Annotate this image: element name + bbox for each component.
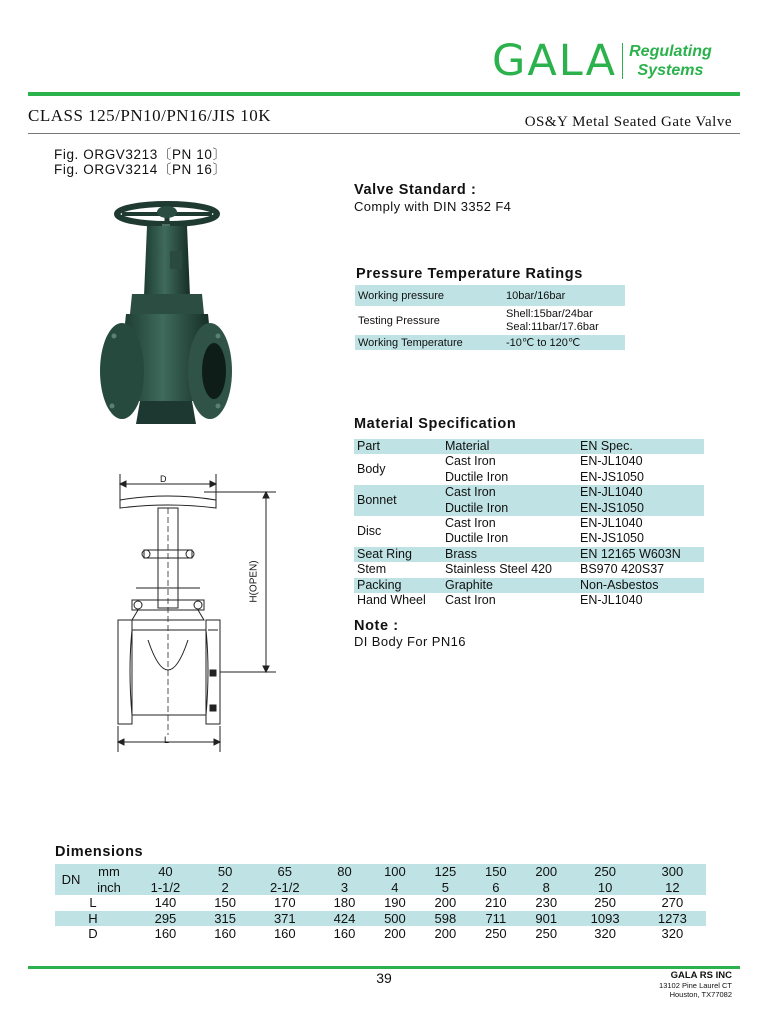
dim-cell: 200 bbox=[434, 926, 457, 941]
material-cell: Ductile Iron bbox=[445, 469, 509, 484]
table-row bbox=[354, 516, 704, 531]
dim-cell: 160 bbox=[214, 926, 236, 941]
testing-pressure-label: Testing Pressure bbox=[358, 314, 440, 327]
table-row bbox=[354, 593, 704, 608]
figure-number-pn10: Fig. ORGV3213〔PN 10〕 bbox=[54, 147, 227, 162]
page-number: 39 bbox=[376, 970, 392, 986]
dim-cell: 200 bbox=[384, 926, 406, 941]
dim-cell: 320 bbox=[661, 926, 684, 941]
working-temperature-label: Working Temperature bbox=[358, 336, 463, 349]
tagline-line-1: Regulating bbox=[629, 43, 712, 60]
material-cell: Graphite bbox=[445, 577, 493, 592]
dim-cell: 424 bbox=[333, 910, 356, 926]
material-cell: Ductile Iron bbox=[445, 500, 509, 515]
dn-mm-cell: 300 bbox=[661, 864, 684, 879]
dim-label-l: L bbox=[89, 895, 97, 910]
drawing-label-l: L bbox=[164, 735, 170, 745]
table-row bbox=[355, 285, 625, 306]
dn-mm-cell: 200 bbox=[535, 864, 558, 879]
spec-cell: BS970 420S37 bbox=[580, 562, 665, 577]
company-address-line-2: Houston, TX77082 bbox=[669, 990, 732, 999]
dim-cell: 210 bbox=[484, 895, 507, 910]
pressure-ratings-table bbox=[355, 285, 625, 350]
dim-cell: 270 bbox=[661, 895, 684, 910]
valve-photo bbox=[92, 196, 252, 442]
valve-title: OS&Y Metal Seated Gate Valve bbox=[524, 114, 732, 130]
dim-cell: 315 bbox=[214, 910, 236, 926]
dn-mm-cell: 40 bbox=[158, 864, 173, 879]
table-row bbox=[354, 547, 704, 562]
table-row bbox=[354, 485, 704, 500]
brand-name: GALA bbox=[492, 36, 618, 86]
brand-tagline bbox=[629, 42, 712, 80]
header-rule bbox=[28, 92, 740, 96]
company-name: GALA RS INC bbox=[670, 970, 732, 981]
spec-cell: EN-JL1040 bbox=[580, 454, 643, 469]
spec-cell: Non-Asbestos bbox=[580, 577, 659, 592]
dim-cell: 320 bbox=[594, 926, 616, 941]
dim-row-h bbox=[55, 911, 706, 927]
part-stem: Stem bbox=[357, 562, 387, 577]
part-seat-ring: Seat Ring bbox=[357, 546, 412, 561]
material-cell: Cast Iron bbox=[445, 516, 496, 531]
table-row bbox=[355, 306, 625, 335]
logo-divider bbox=[622, 43, 623, 79]
tagline-line-2: Systems bbox=[637, 62, 704, 79]
part-body: Body bbox=[357, 462, 386, 477]
note-heading: Note : bbox=[354, 618, 399, 634]
dn-label: DN bbox=[61, 871, 81, 887]
spec-cell: EN-JS1050 bbox=[580, 500, 644, 515]
dn-mm-cell: 80 bbox=[337, 864, 352, 879]
dn-inch-cell: 5 bbox=[441, 879, 449, 895]
class-title: CLASS 125/PN10/PN16/JIS 10K bbox=[28, 106, 272, 125]
dn-mm-cell: 100 bbox=[384, 864, 406, 879]
material-cell: Brass bbox=[445, 546, 477, 561]
dn-inch-cell: 10 bbox=[597, 879, 613, 895]
col-header-material: Material bbox=[445, 439, 490, 453]
table-header-row bbox=[354, 439, 704, 454]
working-temperature-value: -10℃ to 120℃ bbox=[506, 337, 581, 349]
dim-cell: 160 bbox=[273, 926, 296, 941]
dim-cell: 1273 bbox=[657, 910, 687, 926]
dimensions-table bbox=[55, 864, 706, 942]
dim-cell: 160 bbox=[333, 926, 356, 941]
dn-mm-cell: 150 bbox=[484, 864, 507, 879]
spec-cell: EN-JL1040 bbox=[580, 485, 643, 500]
spec-cell: EN 12165 W603N bbox=[580, 546, 681, 561]
dn-mm-row bbox=[55, 864, 706, 880]
material-cell: Cast Iron bbox=[445, 593, 496, 608]
dn-inch-cell: 2-1/2 bbox=[269, 879, 300, 895]
dim-cell: 160 bbox=[154, 926, 177, 941]
valve-standard-heading: Valve Standard : bbox=[354, 182, 477, 198]
dim-cell: 170 bbox=[273, 895, 296, 910]
valve-standard-text: Comply with DIN 3352 F4 bbox=[354, 199, 512, 214]
dim-cell: 190 bbox=[384, 895, 406, 910]
dn-inch-cell: 12 bbox=[665, 879, 680, 895]
spec-cell: EN-JS1050 bbox=[580, 469, 644, 484]
table-row bbox=[354, 562, 704, 577]
dim-cell: 180 bbox=[333, 895, 356, 910]
dn-inch-cell: 2 bbox=[221, 879, 229, 895]
dim-cell: 150 bbox=[214, 895, 236, 910]
dn-inch-cell: 1-1/2 bbox=[150, 879, 181, 895]
dim-cell: 140 bbox=[154, 895, 177, 910]
dn-inch-cell: 6 bbox=[492, 879, 500, 895]
dn-inch-cell: 8 bbox=[542, 879, 550, 895]
dim-row-l bbox=[55, 895, 706, 911]
brand-logo bbox=[492, 38, 712, 84]
figure-number-pn16: Fig. ORGV3214〔PN 16〕 bbox=[54, 162, 227, 177]
footer-rule bbox=[28, 966, 740, 969]
dn-inch-cell: 4 bbox=[391, 879, 399, 895]
dn-inch-row bbox=[55, 880, 706, 896]
part-hand-wheel: Hand Wheel bbox=[357, 593, 426, 608]
dim-cell: 250 bbox=[594, 895, 616, 910]
company-info bbox=[659, 970, 732, 999]
mm-label: mm bbox=[98, 864, 120, 879]
dim-label-d: D bbox=[88, 926, 98, 941]
inch-label: inch bbox=[97, 879, 121, 895]
working-pressure-value: 10bar/16bar bbox=[506, 289, 566, 302]
drawing-label-h-open: H(OPEN) bbox=[248, 560, 260, 603]
title-rule bbox=[28, 133, 740, 134]
note-text: DI Body For PN16 bbox=[354, 634, 466, 649]
col-header-spec: EN Spec. bbox=[580, 439, 633, 453]
dim-row-d bbox=[55, 926, 706, 942]
dimensions-heading: Dimensions bbox=[55, 844, 144, 860]
dim-cell: 250 bbox=[484, 926, 507, 941]
spec-cell: EN-JS1050 bbox=[580, 531, 644, 546]
testing-pressure-shell: Shell:15bar/24bar bbox=[506, 307, 593, 320]
table-row bbox=[355, 335, 625, 350]
testing-pressure-seal: Seal:11bar/17.6bar bbox=[506, 320, 599, 333]
dim-cell: 295 bbox=[154, 910, 177, 926]
material-spec-heading: Material Specification bbox=[354, 416, 517, 432]
material-cell: Stainless Steel 420 bbox=[445, 562, 553, 577]
table-row bbox=[354, 454, 704, 469]
testing-pressure-value bbox=[503, 306, 625, 335]
dim-cell: 1093 bbox=[590, 910, 620, 926]
dim-cell: 250 bbox=[535, 926, 558, 941]
material-cell: Cast Iron bbox=[445, 485, 496, 500]
dn-mm-cell: 125 bbox=[434, 864, 457, 879]
dim-cell: 200 bbox=[434, 895, 457, 910]
pressure-ratings-heading: Pressure Temperature Ratings bbox=[356, 266, 583, 282]
dim-cell: 711 bbox=[485, 910, 507, 926]
company-address-line-1: 13102 Pine Laurel CT bbox=[659, 981, 732, 990]
dim-cell: 371 bbox=[273, 910, 296, 926]
col-header-part: Part bbox=[357, 439, 380, 453]
material-cell: Ductile Iron bbox=[445, 531, 509, 546]
part-bonnet: Bonnet bbox=[357, 492, 397, 507]
dn-mm-cell: 50 bbox=[217, 864, 233, 879]
dim-cell: 230 bbox=[535, 895, 558, 910]
working-pressure-label: Working pressure bbox=[358, 289, 444, 302]
dn-mm-cell: 250 bbox=[594, 864, 616, 879]
material-spec-table bbox=[354, 439, 704, 608]
part-packing: Packing bbox=[357, 577, 402, 592]
dim-cell: 500 bbox=[384, 910, 406, 926]
dn-mm-cell: 65 bbox=[277, 864, 293, 879]
dim-label-h: H bbox=[88, 910, 98, 926]
dim-cell: 598 bbox=[434, 910, 457, 926]
dim-cell: 901 bbox=[535, 910, 558, 926]
spec-cell: EN-JL1040 bbox=[580, 516, 643, 531]
spec-cell: EN-JL1040 bbox=[580, 593, 643, 608]
dn-inch-cell: 3 bbox=[340, 879, 349, 895]
drawing-label-d: D bbox=[160, 474, 167, 484]
part-disc: Disc bbox=[357, 523, 382, 538]
material-cell: Cast Iron bbox=[445, 454, 496, 469]
table-row bbox=[354, 578, 704, 593]
